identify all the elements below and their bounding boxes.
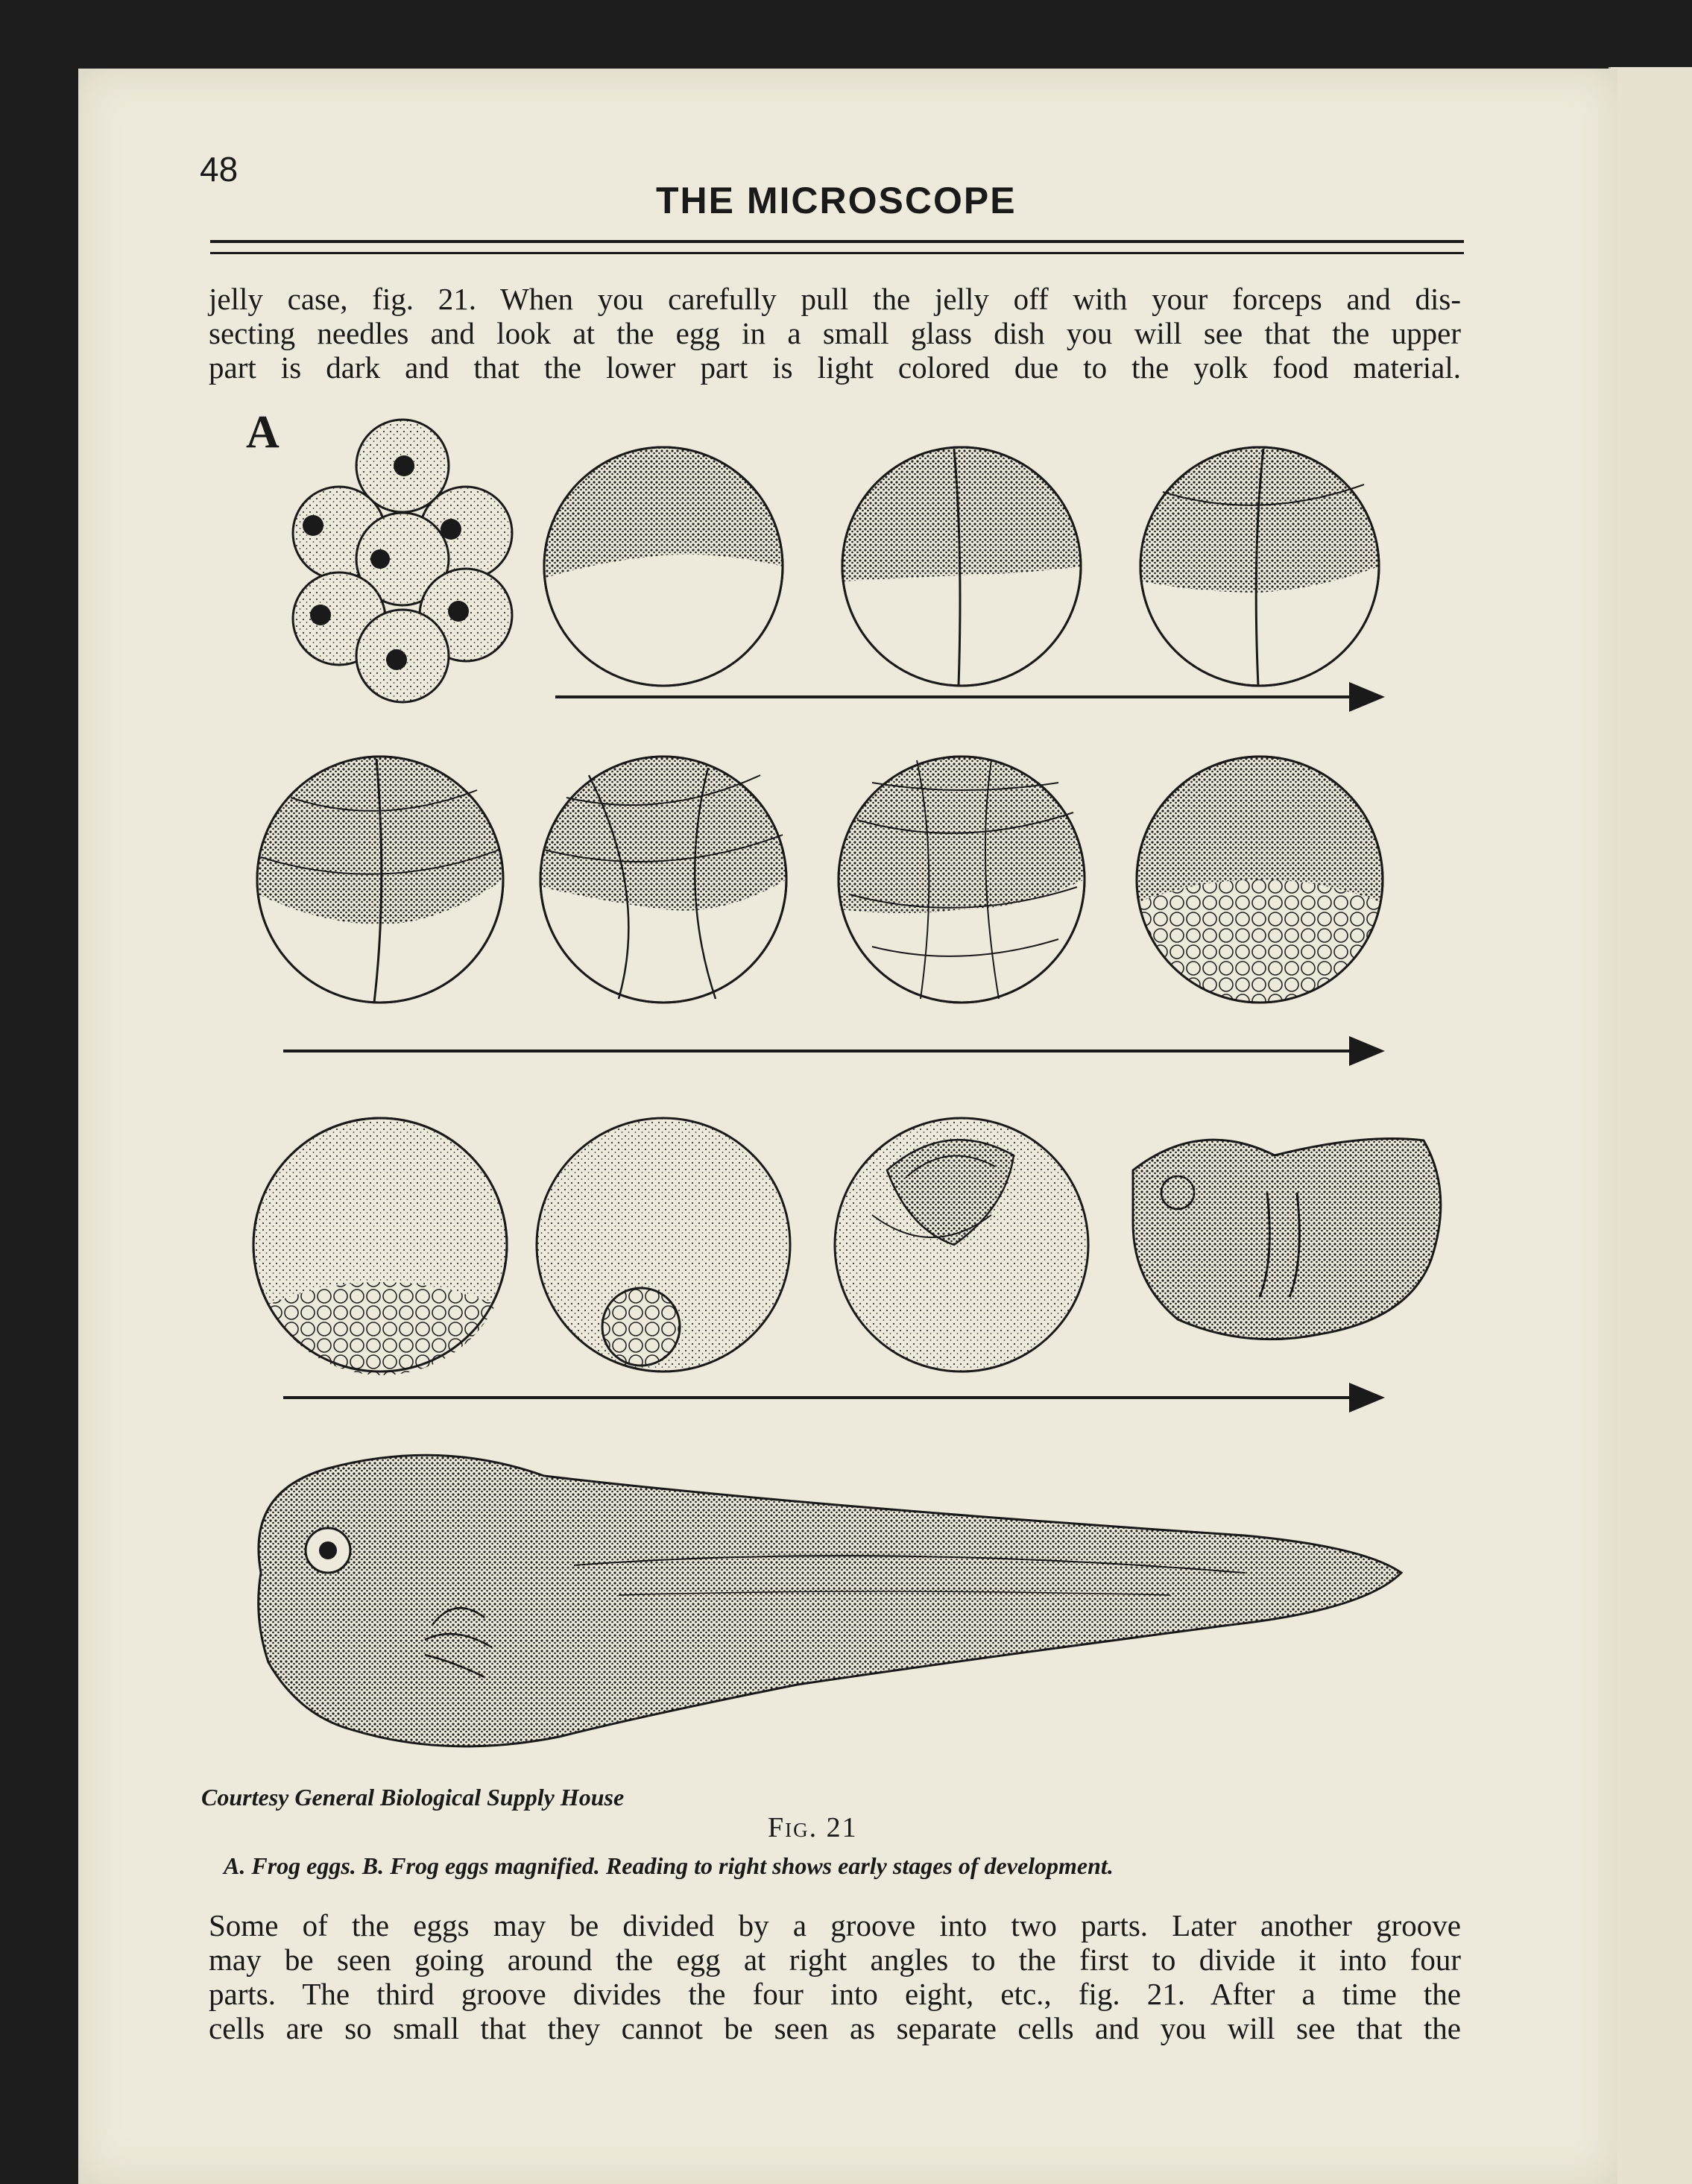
paragraph-line: jelly case, fig. 21. When you carefully pull the jelly off with your forceps and dis- bbox=[209, 282, 1461, 316]
paragraph-bottom bbox=[209, 1908, 1461, 2045]
embryo-early bbox=[1133, 1139, 1441, 1339]
paragraph-line: may be seen going around the egg at right angles to the first to divide it into four bbox=[209, 1942, 1461, 1977]
figure-caption: A. Frog eggs. B. Frog eggs magnified. Reading to right shows early stages of development. bbox=[224, 1852, 1114, 1879]
paragraph-line: cells are so small that they cannot be seen as separate cells and you will see that the bbox=[209, 2011, 1461, 2045]
figure-label-a: A bbox=[246, 407, 280, 458]
paragraph-line: parts. The third groove divides the four into eight, etc., fig. 21. After a time the bbox=[209, 1977, 1461, 2011]
paragraph-line: Some of the eggs may be divided by a groove into two parts. Later another groove bbox=[209, 1908, 1461, 1942]
egg-row-1 bbox=[544, 447, 1379, 697]
page-number: 48 bbox=[200, 150, 239, 189]
egg-stage-1 bbox=[544, 447, 783, 686]
egg-stage-neural-plate bbox=[835, 1118, 1088, 1372]
paragraph-line: part is dark and that the lower part is light colored due to the yolk food material. bbox=[209, 350, 1461, 385]
egg-stage-4 bbox=[1140, 447, 1379, 686]
egg-stage-gastrula-1 bbox=[253, 1118, 507, 1375]
frog-egg-figure bbox=[201, 403, 1468, 1789]
egg-stage-2 bbox=[842, 447, 1081, 686]
header-rule-bottom bbox=[210, 252, 1464, 254]
frog-eggs-cluster bbox=[293, 420, 512, 702]
egg-stage-16 bbox=[540, 757, 786, 1003]
facing-page-edge bbox=[1609, 67, 1692, 2184]
figure-credit: Courtesy General Biological Supply House bbox=[201, 1784, 625, 1811]
running-head: THE MICROSCOPE bbox=[656, 180, 1017, 221]
header-rule-top bbox=[210, 240, 1464, 243]
paragraph-line: secting needles and look at the egg in a small glass dish you will see that the upper bbox=[209, 316, 1461, 350]
egg-stage-morula bbox=[839, 757, 1085, 1003]
tadpole bbox=[259, 1455, 1401, 1746]
egg-row-3 bbox=[253, 1118, 1441, 1398]
egg-stage-gastrula-2 bbox=[537, 1118, 790, 1372]
paragraph-top bbox=[209, 282, 1461, 385]
egg-stage-8 bbox=[257, 757, 503, 1003]
figure-number: Fig. 21 bbox=[768, 1812, 858, 1843]
egg-stage-blastula bbox=[1137, 757, 1383, 1003]
egg-row-2 bbox=[257, 757, 1383, 1051]
